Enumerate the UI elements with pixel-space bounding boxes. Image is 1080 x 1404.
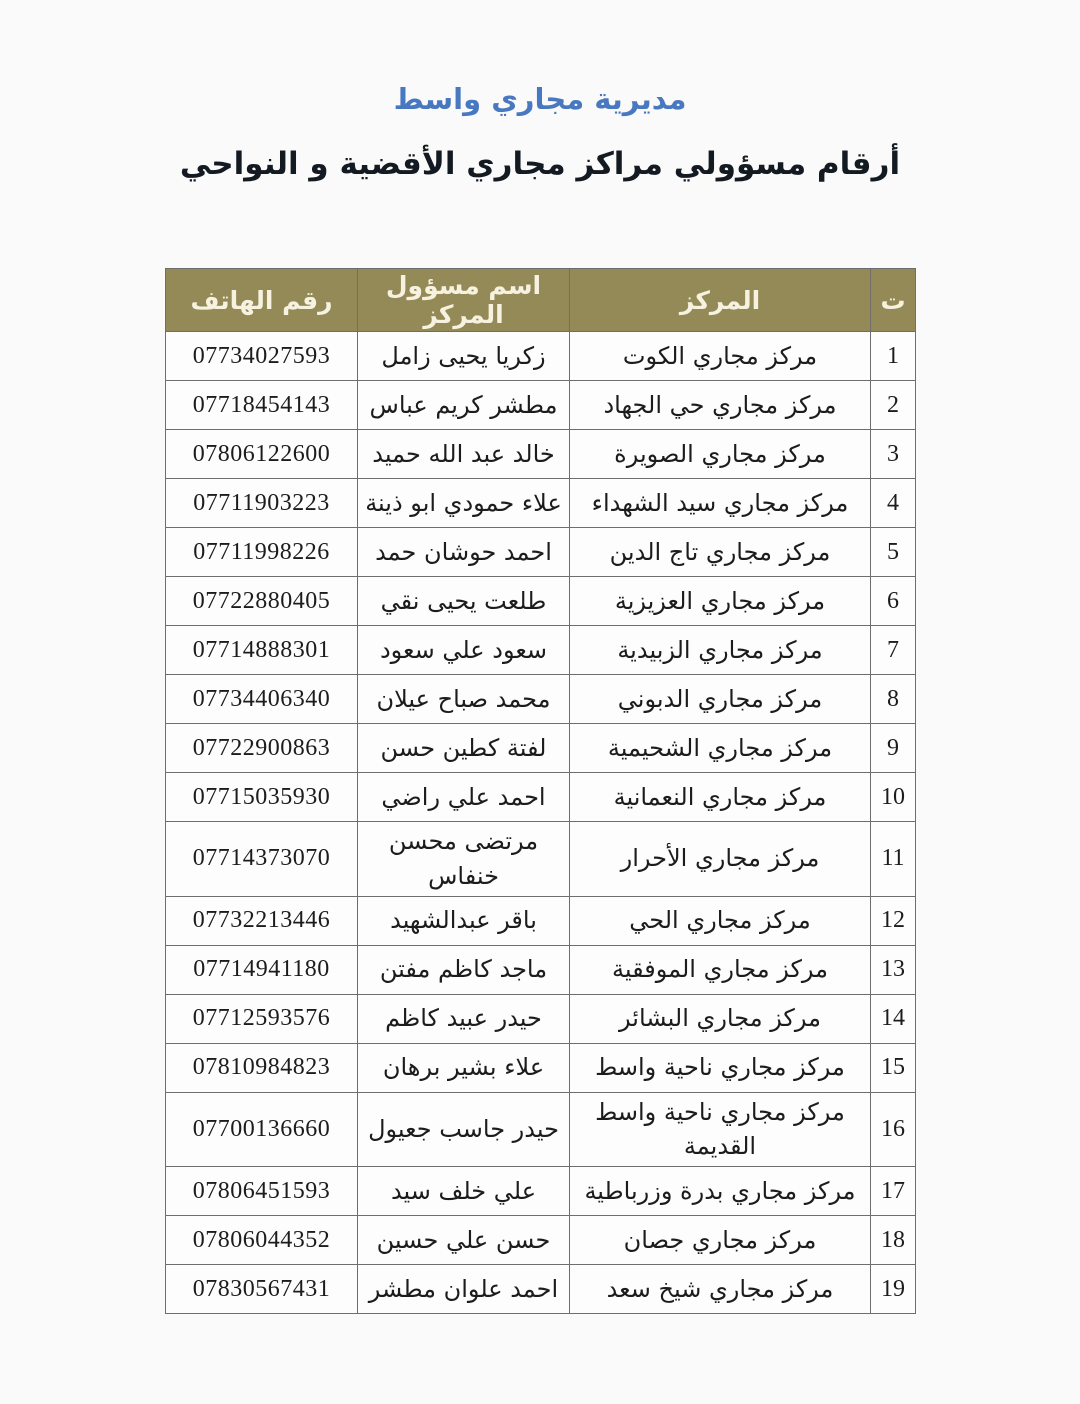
center-name: مركز مجاري حي الجهاد xyxy=(570,381,871,430)
row-index: 12 xyxy=(871,896,916,945)
manager-name: مطشر كريم عباس xyxy=(358,381,570,430)
center-name: مركز مجاري الأحرار xyxy=(570,822,871,897)
table-row xyxy=(166,332,916,381)
phone-number: 07734406340 xyxy=(166,675,358,724)
row-index: 10 xyxy=(871,773,916,822)
center-name: مركز مجاري الكوت xyxy=(570,332,871,381)
center-name: مركز مجاري الحي xyxy=(570,896,871,945)
row-index: 1 xyxy=(871,332,916,381)
table-row xyxy=(166,896,916,945)
row-index: 5 xyxy=(871,528,916,577)
manager-name: احمد حوشان حمد xyxy=(358,528,570,577)
manager-name: مرتضى محسن خنفاس xyxy=(358,822,570,897)
phone-number: 07722880405 xyxy=(166,577,358,626)
manager-name: ماجد كاظم مفتن xyxy=(358,945,570,994)
center-name: مركز مجاري العزيزية xyxy=(570,577,871,626)
phone-number: 07711998226 xyxy=(166,528,358,577)
table-header-row xyxy=(166,269,916,332)
manager-name: خالد عبد الله حميد xyxy=(358,430,570,479)
table-row xyxy=(166,430,916,479)
manager-name: احمد علي راضي xyxy=(358,773,570,822)
manager-name: علاء حمودي ابو ذينة xyxy=(358,479,570,528)
center-name: مركز مجاري الدبوني xyxy=(570,675,871,724)
phone-number: 07830567431 xyxy=(166,1265,358,1314)
center-name: مركز مجاري الشحيمية xyxy=(570,724,871,773)
manager-name: حيدر جاسب جعيول xyxy=(358,1092,570,1167)
row-index: 19 xyxy=(871,1265,916,1314)
header-center: المركز xyxy=(570,269,871,332)
manager-name: حسن علي حسين xyxy=(358,1216,570,1265)
manager-name: طلعت يحيى نقي xyxy=(358,577,570,626)
document-subtitle: أرقام مسؤولي مراكز مجاري الأقضية و النواحي xyxy=(179,146,901,182)
phone-number: 07734027593 xyxy=(166,332,358,381)
table-row xyxy=(166,945,916,994)
row-index: 2 xyxy=(871,381,916,430)
phone-number: 07714373070 xyxy=(166,822,358,897)
phone-number: 07715035930 xyxy=(166,773,358,822)
header-index: ت xyxy=(871,269,916,332)
manager-name: علاء بشير برهان xyxy=(358,1043,570,1092)
table-row xyxy=(166,1043,916,1092)
center-name: مركز مجاري البشائر xyxy=(570,994,871,1043)
center-name: مركز مجاري ناحية واسط xyxy=(570,1043,871,1092)
center-name: مركز مجاري سيد الشهداء xyxy=(570,479,871,528)
row-index: 6 xyxy=(871,577,916,626)
manager-name: حيدر عبيد كاظم xyxy=(358,994,570,1043)
center-name: مركز مجاري النعمانية xyxy=(570,773,871,822)
table-row xyxy=(166,528,916,577)
header-phone: رقم الهاتف xyxy=(166,269,358,332)
table-row xyxy=(166,577,916,626)
row-index: 18 xyxy=(871,1216,916,1265)
table-row xyxy=(166,381,916,430)
center-name: مركز مجاري ناحية واسط القديمة xyxy=(570,1092,871,1167)
row-index: 13 xyxy=(871,945,916,994)
row-index: 9 xyxy=(871,724,916,773)
table-row xyxy=(166,1216,916,1265)
center-name: مركز مجاري الصويرة xyxy=(570,430,871,479)
table-row xyxy=(166,994,916,1043)
table-row xyxy=(166,773,916,822)
table-row xyxy=(166,724,916,773)
row-index: 11 xyxy=(871,822,916,897)
row-index: 4 xyxy=(871,479,916,528)
center-name: مركز مجاري تاج الدين xyxy=(570,528,871,577)
phone-number: 07810984823 xyxy=(166,1043,358,1092)
phone-number: 07722900863 xyxy=(166,724,358,773)
row-index: 8 xyxy=(871,675,916,724)
manager-name: باقر عبدالشهيد xyxy=(358,896,570,945)
phone-number: 07732213446 xyxy=(166,896,358,945)
row-index: 15 xyxy=(871,1043,916,1092)
table-body xyxy=(166,332,916,1314)
manager-name: علي خلف سيد xyxy=(358,1167,570,1216)
table-row xyxy=(166,1167,916,1216)
table-row xyxy=(166,479,916,528)
row-index: 3 xyxy=(871,430,916,479)
center-name: مركز مجاري شيخ سعد xyxy=(570,1265,871,1314)
phone-number: 07806122600 xyxy=(166,430,358,479)
phone-number: 07714941180 xyxy=(166,945,358,994)
manager-name: احمد علوان مطشر xyxy=(358,1265,570,1314)
table-header xyxy=(166,269,916,332)
phone-number: 07712593576 xyxy=(166,994,358,1043)
table-row xyxy=(166,626,916,675)
phone-number: 07806044352 xyxy=(166,1216,358,1265)
center-name: مركز مجاري جصان xyxy=(570,1216,871,1265)
directorate-title: مديرية مجاري واسط xyxy=(393,82,687,116)
manager-name: زكريا يحيى زامل xyxy=(358,332,570,381)
row-index: 14 xyxy=(871,994,916,1043)
manager-name: لفتة كطين حسن xyxy=(358,724,570,773)
phone-number: 07711903223 xyxy=(166,479,358,528)
manager-name: محمد صباح عيلان xyxy=(358,675,570,724)
phone-number: 07806451593 xyxy=(166,1167,358,1216)
table-row xyxy=(166,822,916,897)
center-name: مركز مجاري بدرة وزرباطية xyxy=(570,1167,871,1216)
phone-directory-table xyxy=(165,268,916,1314)
phone-number: 07718454143 xyxy=(166,381,358,430)
table-row xyxy=(166,1092,916,1167)
center-name: مركز مجاري الموفقية xyxy=(570,945,871,994)
row-index: 7 xyxy=(871,626,916,675)
phone-number: 07700136660 xyxy=(166,1092,358,1167)
row-index: 17 xyxy=(871,1167,916,1216)
header-manager: اسم مسؤول المركز xyxy=(358,269,570,332)
phone-number: 07714888301 xyxy=(166,626,358,675)
table-row xyxy=(166,675,916,724)
manager-name: سعود علي سعود xyxy=(358,626,570,675)
row-index: 16 xyxy=(871,1092,916,1167)
table-row xyxy=(166,1265,916,1314)
center-name: مركز مجاري الزبيدية xyxy=(570,626,871,675)
